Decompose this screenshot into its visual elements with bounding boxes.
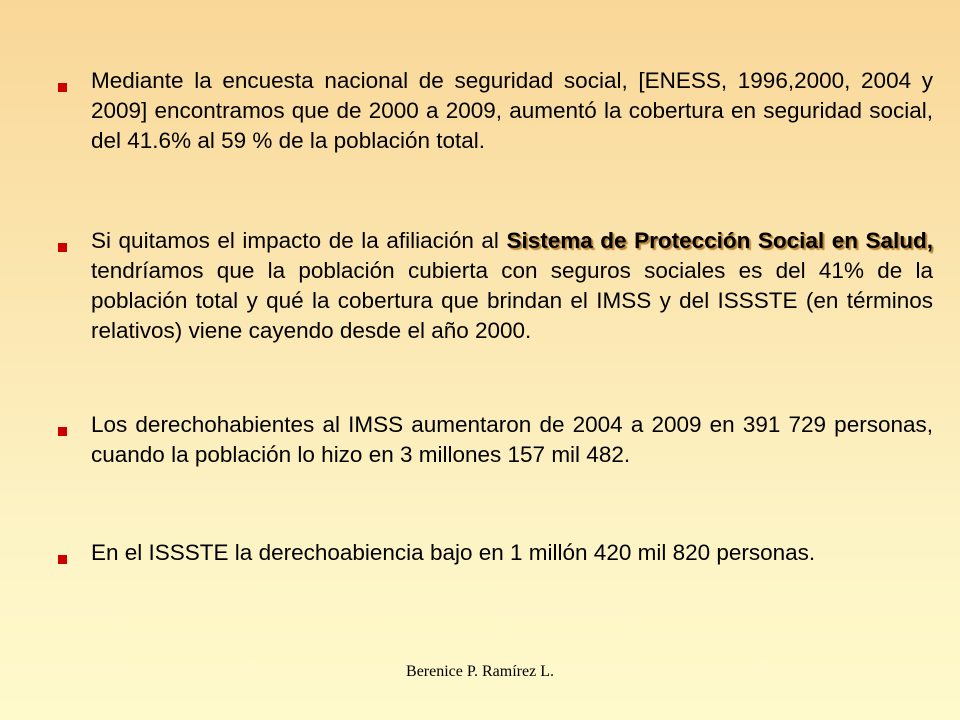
- bullet-square-icon: [58, 243, 67, 252]
- bullet-text: En el ISSSTE la derechoabiencia bajo en 1 millón 420 mil 820 personas.: [91, 540, 816, 565]
- bullet-item-issste: [58, 538, 933, 568]
- bullet-item-coverage: [58, 66, 933, 156]
- bullet-text-after: tendríamos que la población cubierta con seguros sociales es del 41% de la población total y qué la cobertura que brindan el IMSS y del ISSSTE (en términos relativos) viene cayendo desde el año 2000.: [91, 258, 933, 343]
- bullet-text: Mediante la encuesta nacional de seguridad social, [ENESS, 1996,2000, 2004 y 2009] encontramos que de 2000 a 2009, aumentó la cobertura en seguridad social, del 41.6% al 59 % de la población total.: [91, 68, 933, 153]
- bullet-item-protection: [58, 226, 933, 346]
- bullet-square-icon: [58, 427, 67, 436]
- bullet-square-icon: [58, 83, 67, 92]
- bullet-text-emphasis: Sistema de Protección Social en Salud,: [506, 228, 933, 253]
- bullet-text: [91, 226, 933, 346]
- bullet-square-icon: [58, 555, 67, 564]
- bullet-item-imss: [58, 410, 933, 470]
- author-footer: Berenice P. Ramírez L.: [406, 663, 554, 680]
- bullet-text-before: Si quitamos el impacto de la afiliación al: [91, 228, 507, 253]
- bullet-text: Los derechohabientes al IMSS aumentaron de 2004 a 2009 en 391 729 personas, cuando la población lo hizo en 3 millones 157 mil 482.: [91, 412, 933, 467]
